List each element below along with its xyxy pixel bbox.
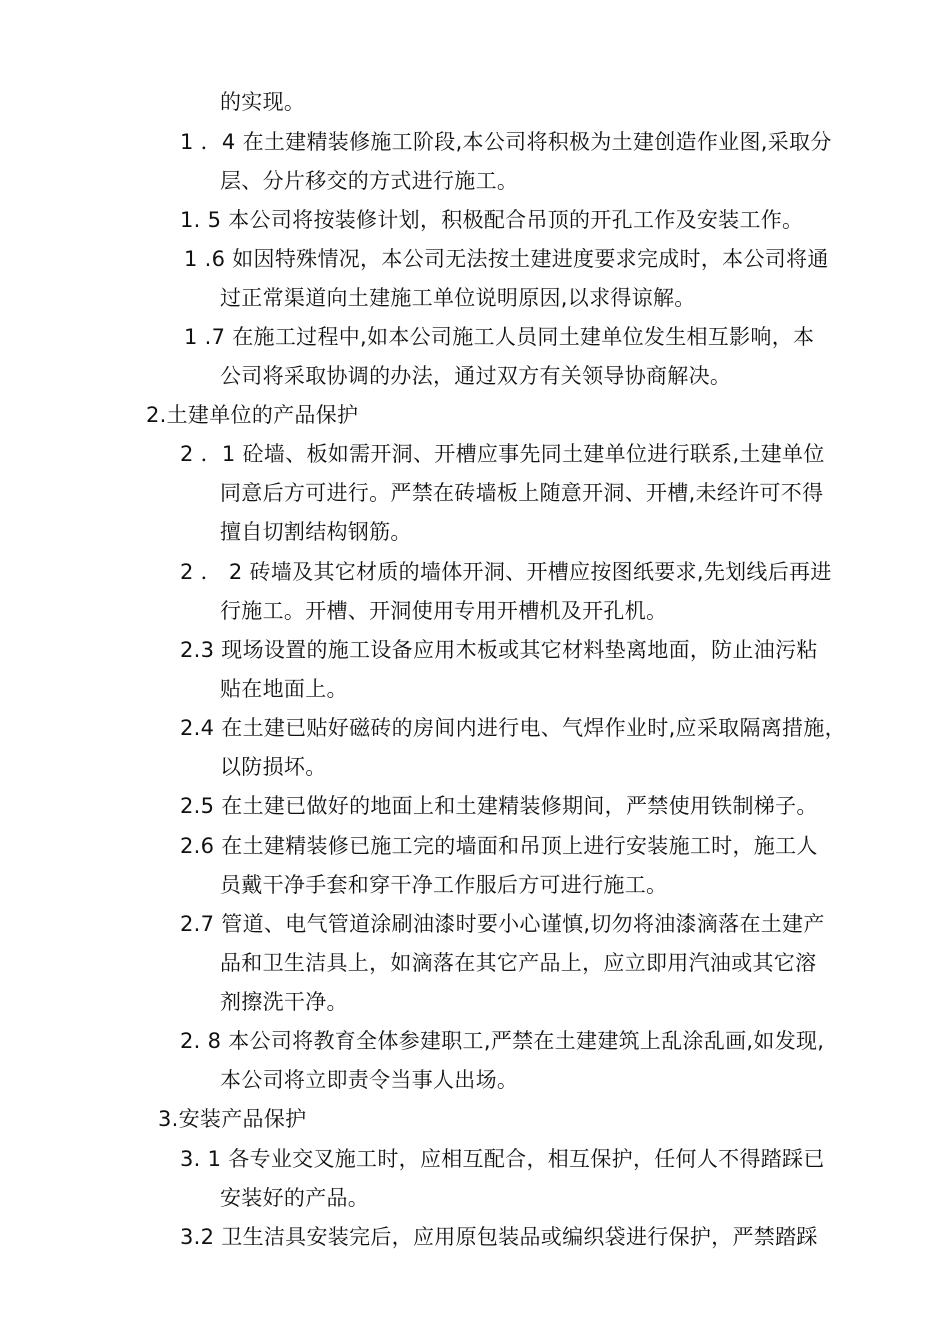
text-line-17: 2.4 在土建已贴好磁砖的房间内进行电、气焊作业时,应采取隔离措施， — [180, 716, 846, 740]
text-line-20: 2.6 在土建精装修已施工完的墙面和吊顶上进行安装施工时，施工人 — [180, 834, 818, 858]
text-line-13: 2 ． 2 砖墙及其它材质的墙体开洞、开槽应按图纸要求,先划线后再进 — [180, 560, 832, 584]
text-line-11: 同意后方可进行。严禁在砖墙板上随意开洞、开槽,未经许可不得 — [220, 481, 824, 505]
text-line-12: 擅自切割结构钢筋。 — [220, 520, 412, 544]
text-line-23: 品和卫生洁具上，如滴落在其它产品上，应立即用汽油或其它溶 — [220, 951, 817, 975]
text-line-19: 2.5 在土建已做好的地面上和土建精装修期间，严禁使用铁制梯子。 — [180, 794, 818, 818]
text-line-3: 层、分片移交的方式进行施工。 — [220, 169, 519, 193]
text-line-7: 1 .7 在施工过程中,如本公司施工人员同土建单位发生相互影响，本 — [184, 325, 815, 349]
text-line-30: 3.2 卫生洁具安装完后，应用原包装品或编织袋进行保护，严禁踏踩 — [180, 1225, 818, 1249]
text-line-8: 公司将采取协调的办法，通过双方有关领导协商解决。 — [220, 364, 732, 388]
text-line-10: 2 ．1 砼墙、板如需开洞、开槽应事先同土建单位进行联系,土建单位 — [180, 442, 825, 466]
text-line-6: 过正常渠道向土建施工单位说明原因,以求得谅解。 — [220, 286, 696, 310]
text-line-5: 1 .6 如因特殊情况，本公司无法按土建进度要求完成时，本公司将通 — [184, 247, 829, 271]
text-line-15: 2.3 现场设置的施工设备应用木板或其它材料垫离地面，防止油污粘 — [180, 638, 818, 662]
text-line-28: 3. 1 各专业交叉施工时，应相互配合，相互保护，任何人不得踏踩已 — [180, 1147, 825, 1171]
text-line-25: 2. 8 本公司将教育全体参建职工,严禁在土建建筑上乱涂乱画,如发现, — [180, 1029, 825, 1053]
text-line-22: 2.7 管道、电气管道涂刷油漆时要小心谨慎,切勿将油漆滴落在土建产 — [180, 912, 825, 936]
text-line-26: 本公司将立即责令当事人出场。 — [220, 1068, 519, 1092]
text-line-24: 剂擦洗干净。 — [220, 990, 348, 1014]
text-line-18: 以防损坏。 — [220, 755, 327, 779]
text-line-16: 贴在地面上。 — [220, 677, 348, 701]
text-line-4: 1. 5 本公司将按装修计划，积极配合吊顶的开孔工作及安装工作。 — [180, 208, 804, 232]
section-heading-3: 3.安装产品保护 — [158, 1107, 307, 1131]
text-line-21: 员戴干净手套和穿干净工作服后方可进行施工。 — [220, 873, 668, 897]
section-heading-2: 2.土建单位的产品保护 — [146, 403, 359, 427]
text-line-2: 1 ．4 在土建精装修施工阶段,本公司将积极为土建创造作业图,采取分 — [180, 130, 832, 154]
text-line-14: 行施工。开槽、开洞使用专用开槽机及开孔机。 — [220, 599, 668, 623]
text-line-29: 安装好的产品。 — [220, 1186, 370, 1210]
text-line-1: 的实现。 — [220, 90, 306, 114]
